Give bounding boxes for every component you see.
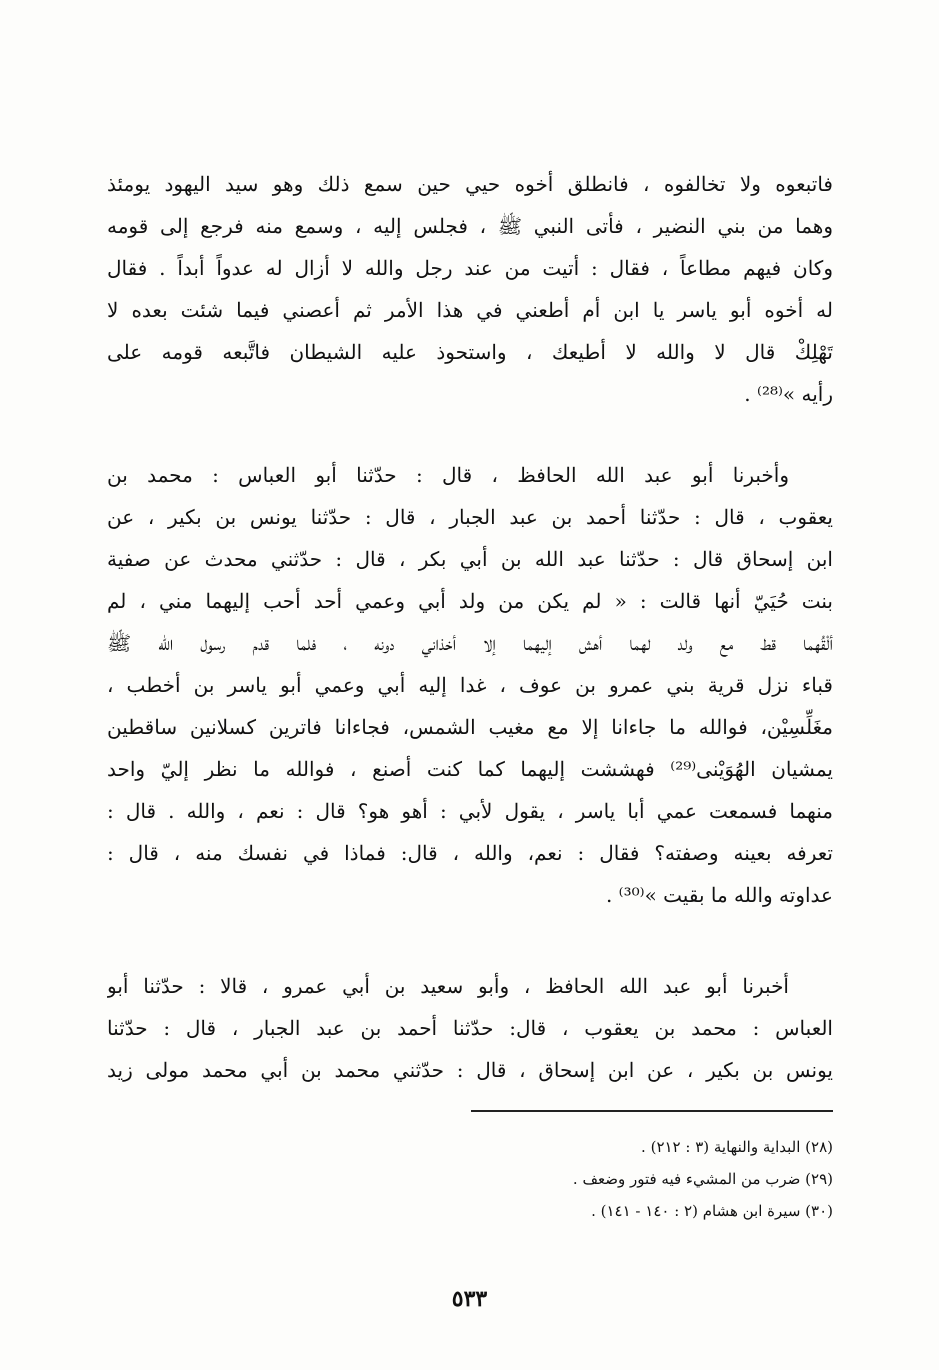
text-line: يعقوب ، قال : حدّثنا أحمد بن عبد الجبار ، قال : حدّثنا يونس بن بكير ، عن bbox=[107, 505, 833, 529]
text-line: مغَلِّسِيْن، فوالله ما جاءانا إلا مع مغيب الشمس، فجاءانا فاترين كسلانين ساقطين bbox=[107, 715, 833, 739]
footnote: (٣٠) سيرة ابن هشام (٢ : ١٤٠ - ١٤١) . bbox=[591, 1202, 833, 1220]
text-line: أخبرنا أبو عبد الله الحافظ ، وأبو سعيد بن أبي عمرو ، قالا : حدّثنا أبو bbox=[107, 974, 789, 998]
footnote: (٢٩) ضرب من المشيء فيه فتور وضعف . bbox=[572, 1170, 833, 1188]
text-line: قباء نزل قرية بني عمرو بن عوف ، غدا إليه أبي وعمي أبو ياسر بن أخطب ، bbox=[107, 673, 833, 697]
text-line: العباس : محمد بن يعقوب ، قال: حدّثنا أحمد بن عبد الجبار ، قال : حدّثنا bbox=[107, 1016, 833, 1040]
text-line: وكان فيهم مطاعاً ، فقال : أتيت من عند رجل والله لا أزال له عدواً أبداً . فقال bbox=[107, 256, 833, 280]
footnote: (٢٨) البداية والنهاية (٣ : ٢١٢) . bbox=[641, 1138, 833, 1156]
text-line: عداوته والله ما بقيت »⁽³⁰⁾ . bbox=[605, 883, 833, 907]
paragraph-1 bbox=[107, 163, 833, 415]
text-line: ألْقُهما قط مع ولد لهما أهش إليهما إلا أخذاني دونه ، فلما قدم رسول الله ﷺ bbox=[107, 631, 833, 655]
footnote-divider bbox=[471, 1110, 833, 1112]
text-line: منهما فسمعت عمي أبا ياسر ، يقول لأبي : أهو هو؟ قال : نعم ، والله . قال : bbox=[107, 799, 833, 823]
text-line: ابن إسحاق قال : حدّثنا عبد الله بن أبي بكر ، قال : حدّثني محدث عن صفية bbox=[107, 547, 833, 571]
text-line: يمشيان الهُوَيْنى⁽²⁹⁾ فهششت إليهما كما كنت أصنع ، فوالله ما نظر إليّ واحد bbox=[107, 757, 833, 781]
text-line: تَهْلِكْ قال لا والله لا أطيعك ، واستحوذ عليه الشيطان فاتَّبعه قومه على bbox=[107, 340, 833, 364]
text-line: وأخبرنا أبو عبد الله الحافظ ، قال : حدّثنا أبو العباس : محمد بن bbox=[107, 463, 789, 487]
text-line: بنت حُيَيّ أنها قالت : « لم يكن من ولد أبي وعمي أحد أحب إليهما مني ، لم bbox=[107, 589, 833, 613]
text-line: له أخوه أبو ياسر يا ابن أم أطعني في هذا الأمر ثم أعصني فيما شئت بعده لا bbox=[107, 298, 833, 322]
text-line: فاتبعوه ولا تخالفوه ، فانطلق أخوه حيي حين سمع ذلك وهو سيد اليهود يومئذ bbox=[107, 172, 833, 196]
text-line: تعرفه بعينه وصفته؟ فقال : نعم، والله ، قال: فماذا في نفسك منه ، قال : bbox=[107, 841, 833, 865]
page-number: ٥٣٣ bbox=[451, 1286, 488, 1312]
text-line: وهما من بني النضير ، فأتى النبي ﷺ ، فجلس إليه ، وسمع منه فرجع إلى قومه bbox=[107, 214, 833, 238]
text-line: رأيه »⁽²⁸⁾ . bbox=[744, 382, 833, 406]
footnotes bbox=[107, 1131, 833, 1227]
text-line: يونس بن بكير ، عن ابن إسحاق ، قال : حدّثني محمد بن أبي محمد مولى زيد bbox=[107, 1058, 833, 1082]
paragraph-2 bbox=[107, 454, 833, 916]
paragraph-3 bbox=[107, 965, 833, 1091]
